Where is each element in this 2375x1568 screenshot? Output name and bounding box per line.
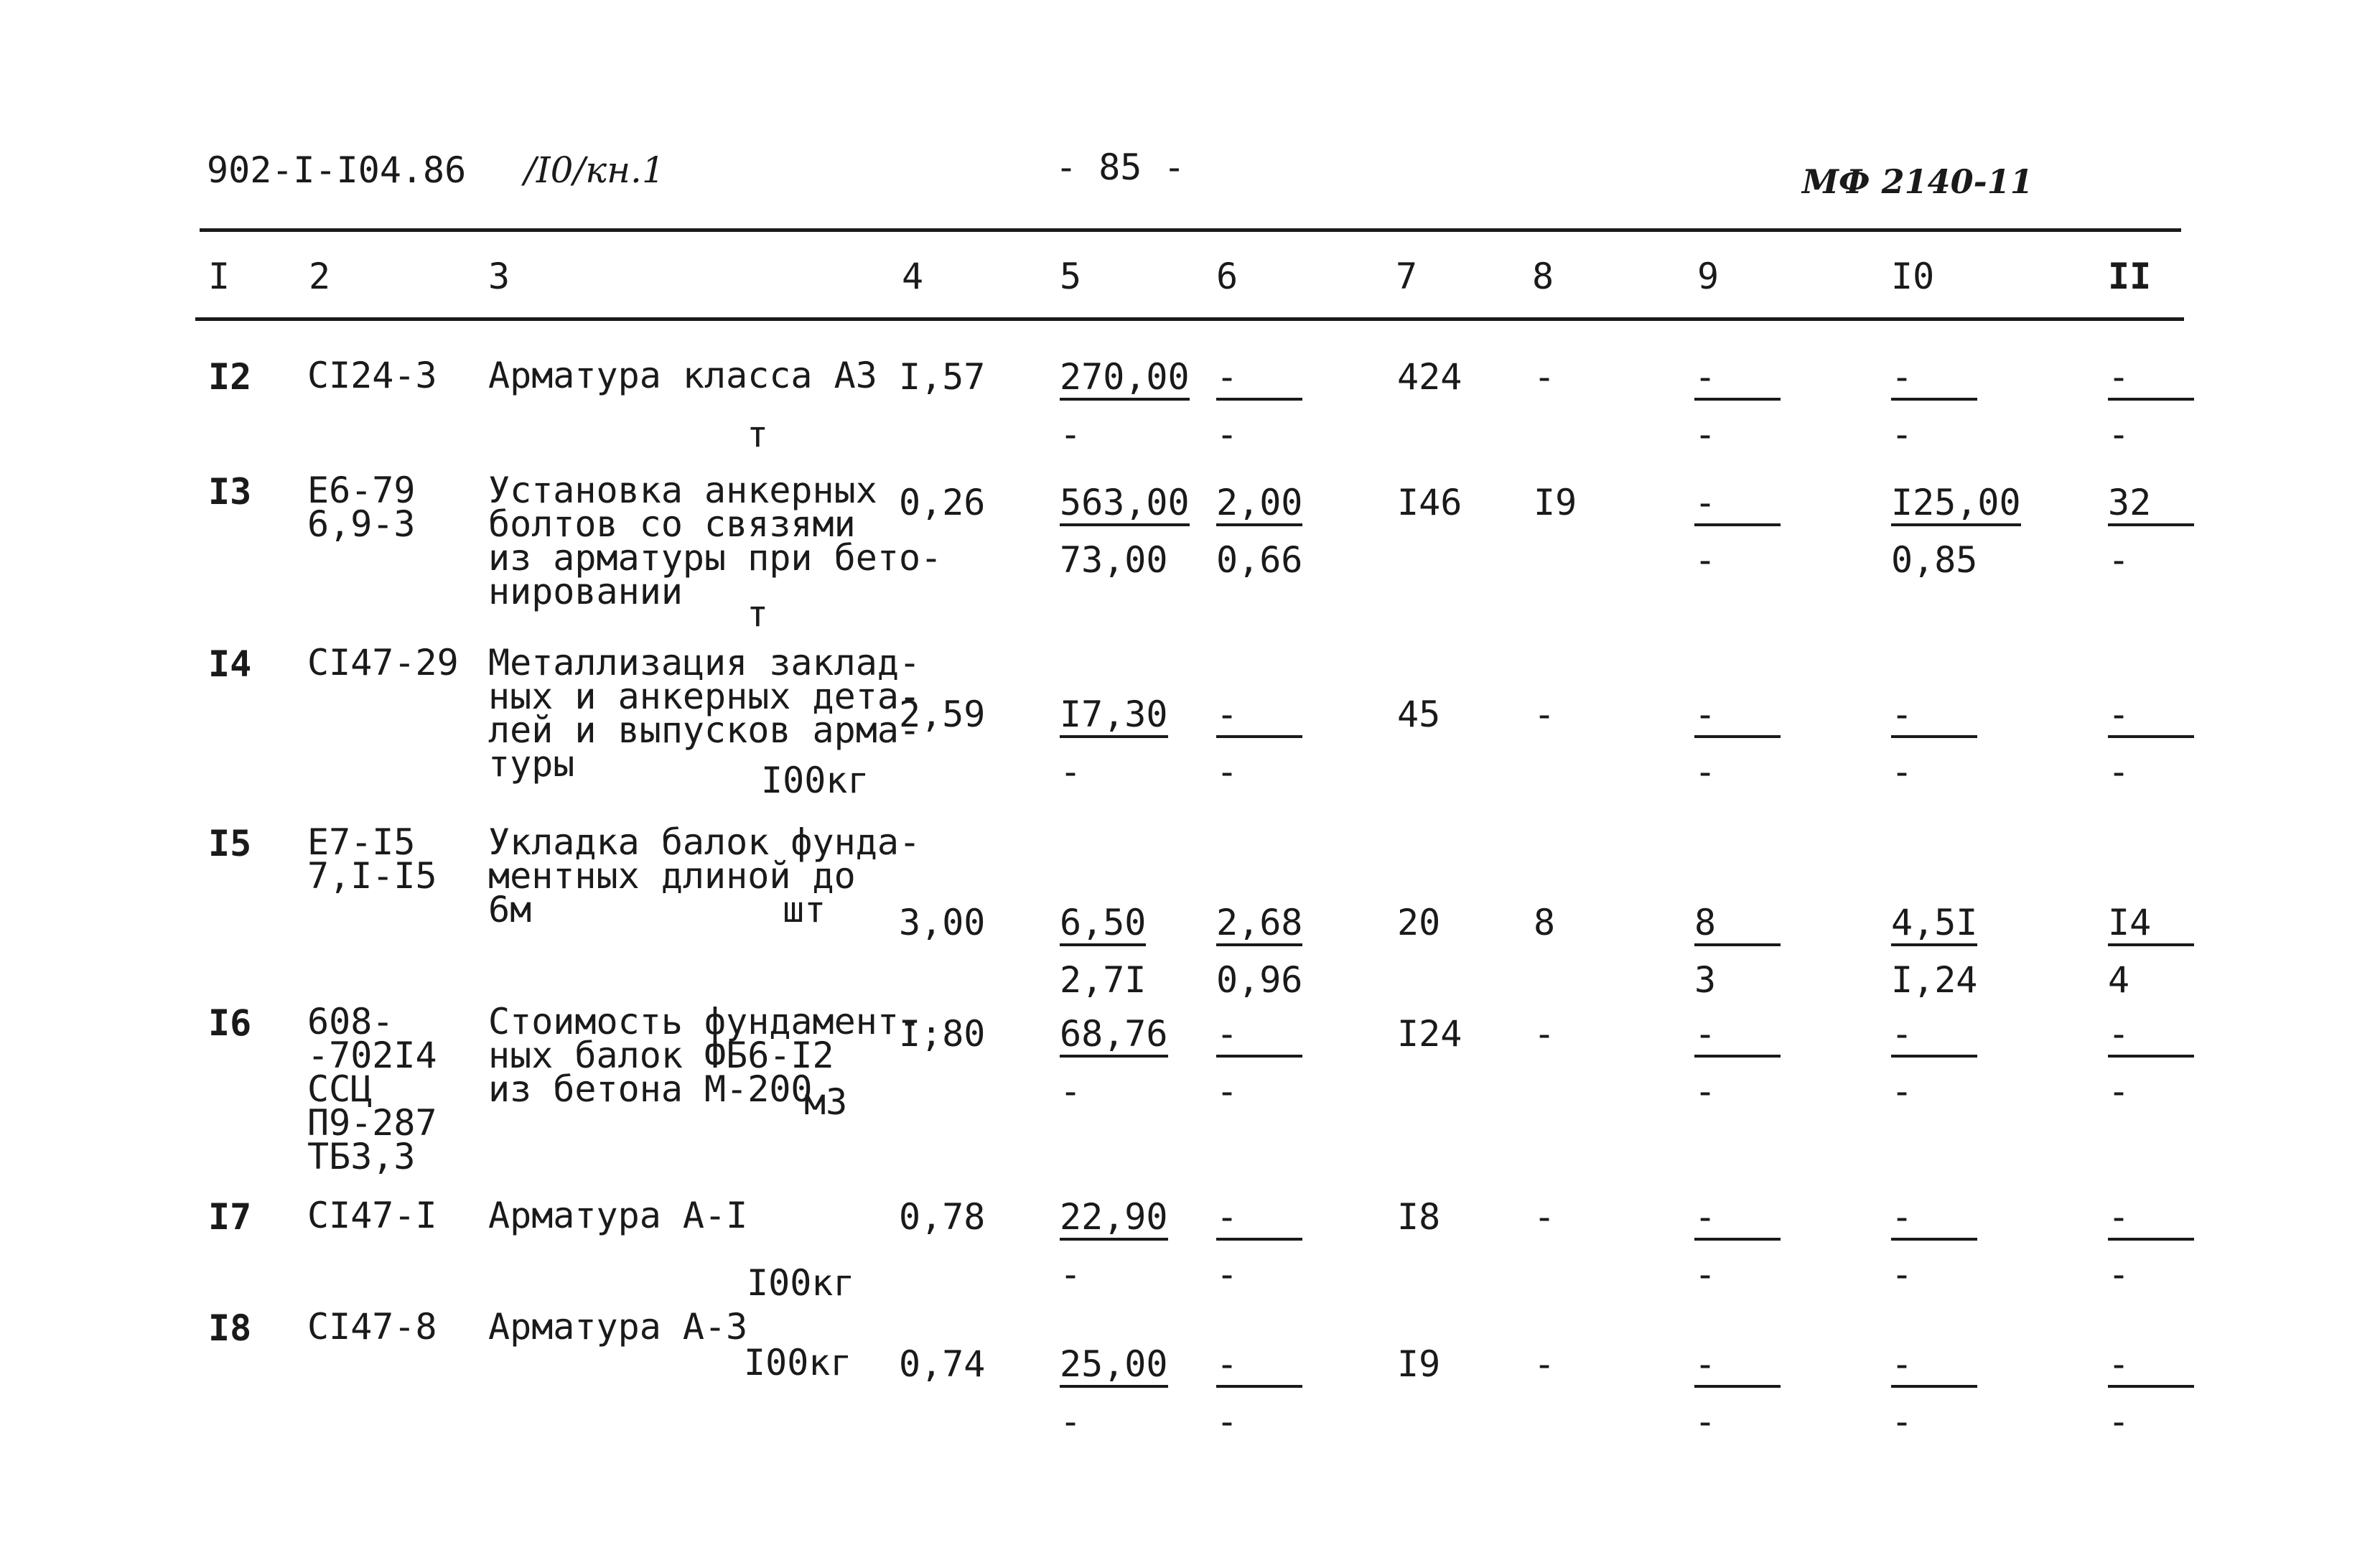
fraction-c6	[1216, 356, 1381, 455]
volume-label: /I0/кн.1	[524, 149, 665, 191]
row-code: Е7-I5 7,I-I5	[307, 821, 437, 897]
fraction-numerator: 563,00	[1060, 485, 1190, 526]
fraction-denominator: -	[1694, 1401, 1717, 1442]
fraction-denominator: I,24	[1891, 959, 1978, 1001]
row-col7: I9	[1397, 1343, 1441, 1385]
fraction-c9	[1694, 1013, 1860, 1112]
row-unit: т	[747, 414, 769, 455]
row-code: CI47-I	[307, 1195, 437, 1236]
fraction-numerator: -	[2108, 1199, 2194, 1241]
fraction-c5	[1060, 356, 1225, 455]
column-header: 9	[1697, 256, 1720, 297]
page-number: - 85 -	[1055, 146, 1185, 188]
row-col7: I46	[1397, 482, 1462, 523]
fraction-c5	[1060, 902, 1225, 1001]
fraction-c5	[1060, 1343, 1225, 1442]
row-col7: I24	[1397, 1013, 1462, 1055]
fraction-c11	[2108, 482, 2273, 581]
fraction-c9	[1694, 356, 1860, 455]
fraction-numerator: I4	[2108, 905, 2194, 946]
fraction-numerator: 68,76	[1060, 1016, 1168, 1058]
fraction-c10	[1891, 482, 2056, 581]
fraction-numerator: -	[1891, 1199, 1977, 1241]
row-unit: I00кг	[744, 1342, 852, 1383]
fraction-numerator: 2,00	[1216, 485, 1302, 526]
fraction-denominator: 0,85	[1891, 539, 1978, 581]
column-header: 5	[1060, 256, 1082, 297]
fraction-denominator: -	[1060, 414, 1082, 455]
fraction-numerator: -	[1694, 1199, 1781, 1241]
fraction-numerator: -	[1216, 359, 1302, 401]
fraction-numerator: 22,90	[1060, 1199, 1168, 1241]
fraction-c9	[1694, 696, 1860, 791]
row-quantity: I,57	[899, 356, 986, 398]
fraction-numerator: -	[1694, 1346, 1781, 1388]
row-col8: -	[1534, 1196, 1556, 1238]
fraction-denominator: -	[2108, 751, 2130, 793]
fraction-c6	[1216, 1343, 1381, 1442]
fraction-denominator: -	[2108, 539, 2130, 581]
fraction-denominator: -	[1060, 1070, 1082, 1112]
fraction-denominator: 73,00	[1060, 539, 1168, 581]
fraction-denominator: -	[1694, 1254, 1717, 1295]
fraction-c5	[1060, 696, 1225, 791]
column-header: I	[208, 256, 230, 297]
fraction-c11	[2108, 696, 2273, 791]
fraction-denominator: -	[1891, 751, 1913, 793]
row-number: I6	[208, 1002, 252, 1044]
fraction-denominator: 0,96	[1216, 959, 1303, 1001]
fraction-numerator: -	[1694, 696, 1781, 738]
fraction-denominator: -	[2108, 1254, 2130, 1295]
fraction-c6	[1216, 482, 1381, 581]
fraction-numerator: 4,5I	[1891, 905, 1977, 946]
fraction-numerator: -	[2108, 696, 2194, 738]
fraction-numerator: -	[2108, 359, 2194, 401]
row-col7: 45	[1397, 694, 1441, 735]
row-number: I5	[208, 823, 252, 864]
fraction-denominator: -	[1060, 751, 1082, 793]
row-col8: -	[1534, 356, 1556, 398]
fraction-numerator: 32	[2108, 485, 2194, 526]
row-code: CI47-29	[307, 642, 459, 683]
fraction-numerator: I25,00	[1891, 485, 2021, 526]
fraction-c5	[1060, 482, 1225, 581]
fraction-numerator: -	[1694, 359, 1781, 401]
fraction-c6	[1216, 696, 1381, 791]
row-description: Металлизация заклад- ных и анкерных дета- лей и выпусков арма- туры	[488, 642, 921, 785]
row-code: CI24-3	[307, 355, 437, 396]
fraction-c6	[1216, 1013, 1381, 1112]
row-quantity: 0,78	[899, 1196, 986, 1238]
fraction-denominator: -	[1216, 414, 1238, 455]
row-unit: шт	[783, 889, 826, 930]
fraction-denominator: -	[2108, 1401, 2130, 1442]
fraction-numerator: -	[1216, 1016, 1302, 1058]
row-quantity: I;80	[899, 1013, 986, 1055]
row-code: 608- -702I4 ССЦ П9-287 ТБ3,3	[307, 1001, 437, 1177]
fraction-denominator: -	[1891, 1070, 1913, 1112]
fraction-c9	[1694, 1196, 1860, 1295]
fraction-numerator: -	[2108, 1346, 2194, 1388]
row-description: Укладка балок фунда- ментных длиной до 6м	[488, 821, 921, 930]
column-header: 7	[1396, 256, 1418, 297]
fraction-denominator: -	[1694, 414, 1717, 455]
row-col7: 20	[1397, 902, 1441, 943]
fraction-c11	[2108, 1343, 2273, 1442]
fraction-c6	[1216, 902, 1381, 1001]
fraction-c10	[1891, 902, 2056, 1001]
row-unit: I00кг	[761, 760, 869, 801]
fraction-numerator: -	[1694, 485, 1781, 526]
row-col8: -	[1534, 1013, 1556, 1055]
row-quantity: 0,74	[899, 1343, 986, 1385]
row-unit: I00кг	[747, 1262, 855, 1304]
row-col8: I9	[1534, 482, 1577, 523]
fraction-denominator: 0,66	[1216, 539, 1303, 581]
fraction-denominator: -	[1060, 1254, 1082, 1295]
row-description: Стоимость фундамент- ных балок ФБ6-I2 из бетона М-200	[488, 1001, 921, 1110]
fraction-c10	[1891, 1013, 2056, 1112]
row-quantity: 3,00	[899, 902, 986, 943]
row-description: Установка анкерных болтов со связями из арматуры при бето- нировании	[488, 470, 943, 612]
document-code: 902-I-I04.86	[207, 149, 467, 191]
fraction-c9	[1694, 902, 1860, 1001]
fraction-denominator: 2,7I	[1060, 959, 1147, 1001]
column-header: 3	[488, 256, 510, 297]
row-col8: -	[1534, 1343, 1556, 1385]
column-header: I0	[1891, 256, 1935, 297]
fraction-denominator: -	[1216, 1070, 1238, 1112]
row-number: I3	[208, 471, 252, 513]
fraction-numerator: -	[1216, 1346, 1302, 1388]
fraction-denominator: 4	[2108, 959, 2130, 1001]
top-rule	[200, 228, 2181, 232]
row-code: CI47-8	[307, 1306, 437, 1348]
fraction-numerator: 8	[1694, 905, 1781, 946]
row-number: I8	[208, 1307, 252, 1349]
fraction-numerator: -	[1216, 696, 1302, 738]
fraction-denominator: -	[1891, 1254, 1913, 1295]
fraction-c5	[1060, 1196, 1225, 1295]
row-description: Арматура А-I	[488, 1195, 748, 1236]
fraction-c10	[1891, 1343, 2056, 1442]
fraction-denominator: -	[1694, 1070, 1717, 1112]
fraction-c10	[1891, 1196, 2056, 1295]
stamp-number: МФ 2140-11	[1802, 162, 2033, 201]
fraction-c11	[2108, 1196, 2273, 1295]
row-col7: I8	[1397, 1196, 1441, 1238]
fraction-denominator: -	[1891, 414, 1913, 455]
row-col8: -	[1534, 694, 1556, 735]
column-header: 6	[1216, 256, 1238, 297]
fraction-denominator: -	[2108, 1070, 2130, 1112]
row-quantity: 0,26	[899, 482, 986, 523]
fraction-c10	[1891, 356, 2056, 455]
fraction-denominator: -	[1694, 751, 1717, 793]
fraction-numerator: 2,68	[1216, 905, 1302, 946]
row-col7: 424	[1397, 356, 1462, 398]
fraction-c10	[1891, 696, 2056, 791]
fraction-denominator: -	[1216, 1254, 1238, 1295]
fraction-numerator: -	[1891, 696, 1977, 738]
column-header: II	[2108, 256, 2152, 297]
fraction-denominator: 3	[1694, 959, 1717, 1001]
fraction-denominator: -	[1216, 751, 1238, 793]
fraction-c11	[2108, 356, 2273, 455]
column-header: 4	[902, 256, 924, 297]
row-code: Е6-79 6,9-3	[307, 470, 416, 545]
row-number: I4	[208, 643, 252, 685]
fraction-numerator: 6,50	[1060, 905, 1146, 946]
column-header: 8	[1532, 256, 1554, 297]
fraction-c9	[1694, 1343, 1860, 1442]
header-rule	[195, 317, 2184, 321]
fraction-denominator: -	[1216, 1401, 1238, 1442]
fraction-numerator: -	[1891, 359, 1977, 401]
fraction-c5	[1060, 1013, 1225, 1112]
fraction-numerator: -	[1694, 1016, 1781, 1058]
fraction-numerator: 270,00	[1060, 359, 1190, 401]
fraction-numerator: -	[1891, 1346, 1977, 1388]
fraction-denominator: -	[1891, 1401, 1913, 1442]
row-number: I2	[208, 356, 252, 398]
row-col8: 8	[1534, 902, 1556, 943]
fraction-numerator: -	[1216, 1199, 1302, 1241]
fraction-c9	[1694, 482, 1860, 581]
row-quantity: 2,59	[899, 694, 986, 735]
row-unit: т	[747, 593, 769, 635]
fraction-numerator: 25,00	[1060, 1346, 1168, 1388]
row-description: Арматура класса А3	[488, 355, 877, 396]
column-header: 2	[309, 256, 331, 297]
row-description: Арматура А-3	[488, 1306, 748, 1348]
fraction-numerator: -	[1891, 1016, 1977, 1058]
fraction-numerator: -	[2108, 1016, 2194, 1058]
fraction-c6	[1216, 1196, 1381, 1295]
fraction-denominator: -	[2108, 414, 2130, 455]
row-number: I7	[208, 1196, 252, 1238]
row-unit: м3	[804, 1081, 848, 1123]
fraction-denominator: -	[1694, 539, 1717, 581]
fraction-c11	[2108, 902, 2273, 1001]
fraction-c11	[2108, 1013, 2273, 1112]
fraction-denominator: -	[1060, 1401, 1082, 1442]
fraction-numerator: I7,30	[1060, 696, 1168, 738]
